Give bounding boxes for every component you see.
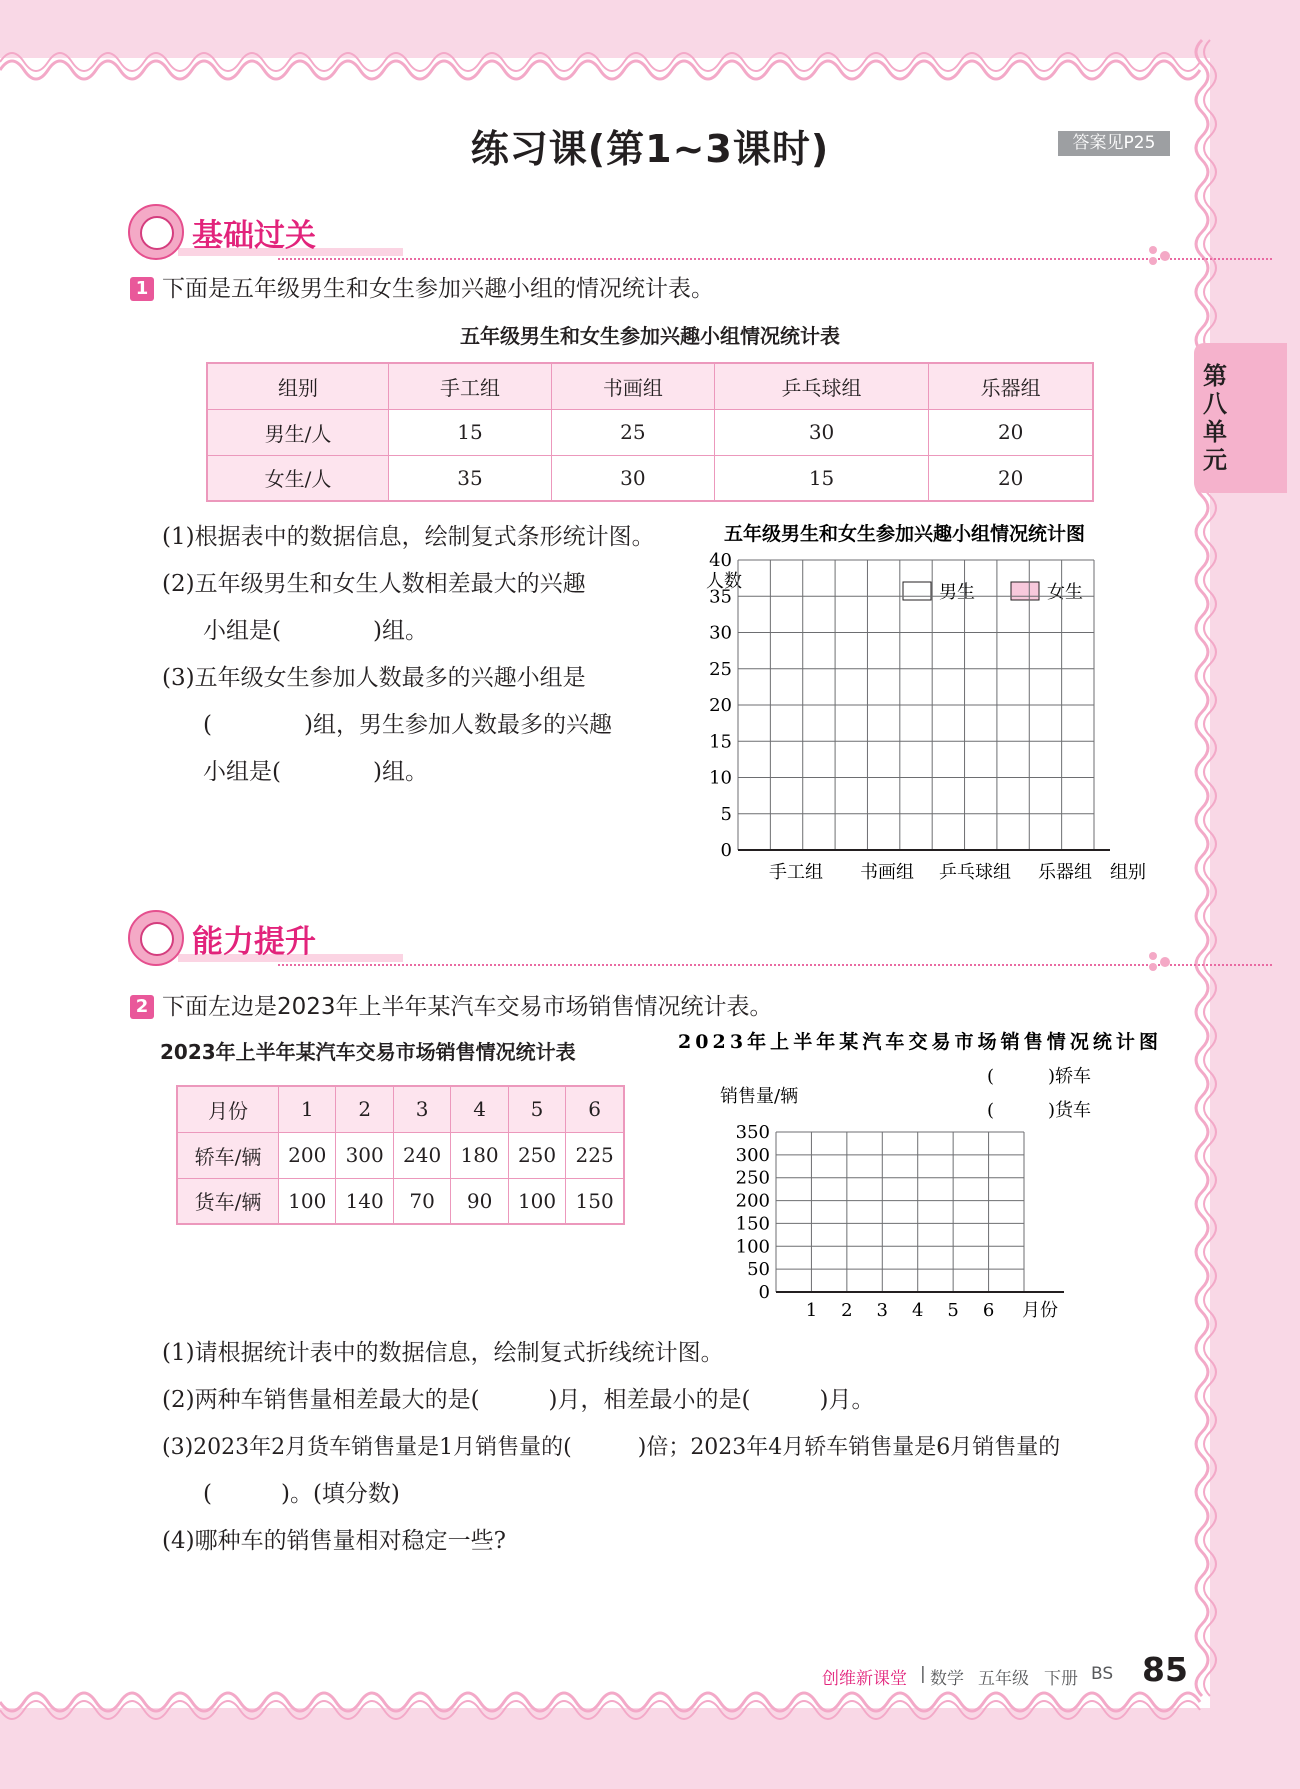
y-tick-label: 300: [735, 1144, 770, 1166]
y-tick-label: 0: [720, 840, 732, 861]
y-tick-label: 250: [735, 1167, 770, 1189]
bar-chart-grid: [700, 520, 1160, 890]
question-text: 下面是五年级男生和女生参加兴趣小组的情况统计表。: [162, 276, 714, 302]
table-header-cell: 2: [336, 1086, 393, 1132]
x-tick-label: 1: [805, 1300, 818, 1321]
divider-dots-icon: [1148, 952, 1178, 972]
table-cell: 140: [336, 1178, 393, 1224]
y-tick-label: 350: [735, 1122, 770, 1143]
table-header-cell: 3: [393, 1086, 450, 1132]
q2-subquestion-3: (3)2023年2月货车销售量是1月销售量的( )倍；2023年4月轿车销售量是6月销售量的: [162, 1435, 1061, 1460]
table-row-label: 轿车/辆: [177, 1132, 279, 1178]
footer-separator: |: [920, 1664, 926, 1684]
table-cell: 20: [929, 409, 1093, 455]
legend-swatch-girls: [1011, 582, 1039, 600]
table-header-cell: 组别: [207, 363, 389, 409]
legend-label-boys: 男生: [939, 582, 975, 603]
table-header-cell: 乐器组: [929, 363, 1093, 409]
y-tick-label: 20: [709, 695, 732, 716]
question-number-badge: 2: [130, 995, 154, 1019]
table-header-cell: 6: [566, 1086, 624, 1132]
table-row: [177, 1132, 624, 1178]
footer-subject: 数学: [930, 1669, 964, 1689]
x-axis-label: 组别: [1110, 862, 1146, 883]
table-header-row: [207, 363, 1093, 409]
x-tick-label: 3: [876, 1300, 889, 1321]
table-cell: 200: [279, 1132, 336, 1178]
y-tick-label: 15: [709, 731, 732, 753]
right-wave-border: [1192, 40, 1222, 1700]
y-axis-label: 人数: [706, 571, 742, 592]
section-title: 能力提升: [192, 924, 316, 960]
legend-label-cars: ( )轿车: [987, 1066, 1092, 1087]
x-tick-label: 手工组: [769, 862, 823, 883]
monkey-mascot-icon: [128, 204, 184, 260]
table-row-label: 货车/辆: [177, 1178, 279, 1224]
table-row: [177, 1178, 624, 1224]
q2-subquestion-3-line2: ( )。(填分数): [203, 1481, 400, 1507]
table-cell: 25: [551, 409, 714, 455]
q1-subquestion-2-answer: 小组是( )组。: [203, 618, 428, 644]
table-1: [206, 362, 1094, 502]
footer-grade: 五年级: [978, 1669, 1029, 1689]
table-2-caption: 2023年上半年某汽车交易市场销售情况统计表: [160, 1040, 576, 1064]
question-number-badge: 1: [130, 277, 154, 301]
legend-label-trucks: ( )货车: [987, 1100, 1092, 1121]
divider-dots-icon: [1148, 246, 1178, 266]
section-title: 基础过关: [192, 218, 316, 254]
question-2-prompt: [130, 988, 773, 1021]
table-2: [176, 1085, 625, 1225]
table-cell: 30: [551, 455, 714, 501]
footer-edition: BS: [1091, 1664, 1114, 1684]
table-cell: 90: [451, 1178, 508, 1224]
y-tick-label: 30: [709, 622, 732, 644]
section-divider: [278, 964, 1272, 966]
x-axis-label: 月份: [1022, 1300, 1058, 1321]
y-tick-label: 200: [735, 1190, 770, 1212]
section-header-advanced: [128, 910, 1168, 970]
table-cell: 35: [389, 455, 552, 501]
page-number: 85: [1142, 1650, 1188, 1689]
y-tick-label: 0: [758, 1282, 770, 1303]
footer-brand: 创维新课堂: [822, 1669, 907, 1689]
q2-subquestion-1: (1)请根据统计表中的数据信息，绘制复式折线统计图。: [162, 1340, 724, 1366]
q2-subquestion-2: (2)两种车销售量相差最大的是( )月，相差最小的是( )月。: [162, 1387, 875, 1413]
monkey-mascot-icon: [128, 910, 184, 966]
y-tick-label: 100: [735, 1236, 770, 1258]
y-tick-label: 35: [709, 586, 732, 608]
table-cell: 240: [393, 1132, 450, 1178]
y-tick-label: 150: [735, 1213, 770, 1235]
table-cell: 15: [389, 409, 552, 455]
table-cell: 30: [714, 409, 929, 455]
table-cell: 100: [279, 1178, 336, 1224]
table-header-row: [177, 1086, 624, 1132]
page-title: 练习课(第1~3课时): [470, 127, 830, 171]
x-tick-label: 2: [841, 1300, 853, 1321]
table-header-cell: 1: [279, 1086, 336, 1132]
q1-subquestion-1: (1)根据表中的数据信息，绘制复式条形统计图。: [162, 524, 655, 550]
legend-label-girls: 女生: [1047, 582, 1083, 603]
table-cell: 100: [508, 1178, 565, 1224]
question-1-prompt: [130, 270, 714, 303]
table-cell: 15: [714, 455, 929, 501]
q1-subquestion-3: (3)五年级女生参加人数最多的兴趣小组是: [162, 665, 586, 691]
y-axis-label: 销售量/辆: [720, 1086, 799, 1107]
table-cell: 20: [929, 455, 1093, 501]
table-header-cell: 5: [508, 1086, 565, 1132]
y-tick-label: 50: [747, 1259, 770, 1281]
x-tick-label: 5: [947, 1300, 959, 1321]
line-chart-grid: [680, 1030, 1180, 1330]
q1-subquestion-3-line3: 小组是( )组。: [203, 759, 428, 785]
q1-subquestion-2: (2)五年级男生和女生人数相差最大的兴趣: [162, 571, 586, 597]
y-tick-label: 25: [709, 658, 732, 680]
x-tick-label: 乒乓球组: [939, 862, 1011, 883]
chart-title: 2023年上半年某汽车交易市场销售情况统计图: [678, 1031, 1158, 1053]
table-header-cell: 书画组: [551, 363, 714, 409]
q2-subquestion-4: (4)哪种车的销售量相对稳定一些?: [162, 1528, 506, 1554]
y-tick-label: 5: [720, 803, 732, 825]
table-cell: 250: [508, 1132, 565, 1178]
chart-title: 五年级男生和女生参加兴趣小组情况统计图: [724, 523, 1086, 545]
table-row: [207, 409, 1093, 455]
y-tick-label: 40: [709, 550, 732, 571]
x-tick-label: 4: [911, 1300, 924, 1321]
table-1-caption: 五年级男生和女生参加兴趣小组情况统计表: [460, 324, 840, 348]
top-wave-border: [0, 40, 1287, 80]
table-cell: 180: [451, 1132, 508, 1178]
question-text: 下面左边是2023年上半年某汽车交易市场销售情况统计表。: [162, 994, 773, 1020]
x-tick-label: 6: [982, 1300, 995, 1321]
table-header-cell: 乒乓球组: [714, 363, 929, 409]
table-cell: 300: [336, 1132, 393, 1178]
x-tick-label: 乐器组: [1038, 862, 1092, 883]
table-header-cell: 4: [451, 1086, 508, 1132]
answer-reference-tag: 答案见P25: [1058, 131, 1170, 156]
table-header-cell: 月份: [177, 1086, 279, 1132]
table-header-cell: 手工组: [389, 363, 552, 409]
y-tick-label: 10: [709, 767, 732, 789]
table-cell: 225: [566, 1132, 624, 1178]
unit-side-tab-label: 第八单元: [1203, 362, 1227, 474]
table-row-label: 女生/人: [207, 455, 389, 501]
x-tick-label: 书画组: [860, 862, 914, 883]
table-cell: 70: [393, 1178, 450, 1224]
footer-volume: 下册: [1044, 1669, 1078, 1689]
table-row: [207, 455, 1093, 501]
table-cell: 150: [566, 1178, 624, 1224]
legend-swatch-boys: [903, 582, 931, 600]
q1-subquestion-3-line2: ( )组，男生参加人数最多的兴趣: [203, 712, 612, 738]
section-divider: [278, 258, 1272, 260]
bottom-wave-border: [0, 1690, 1287, 1730]
section-header-basic: [128, 204, 1168, 264]
table-row-label: 男生/人: [207, 409, 389, 455]
